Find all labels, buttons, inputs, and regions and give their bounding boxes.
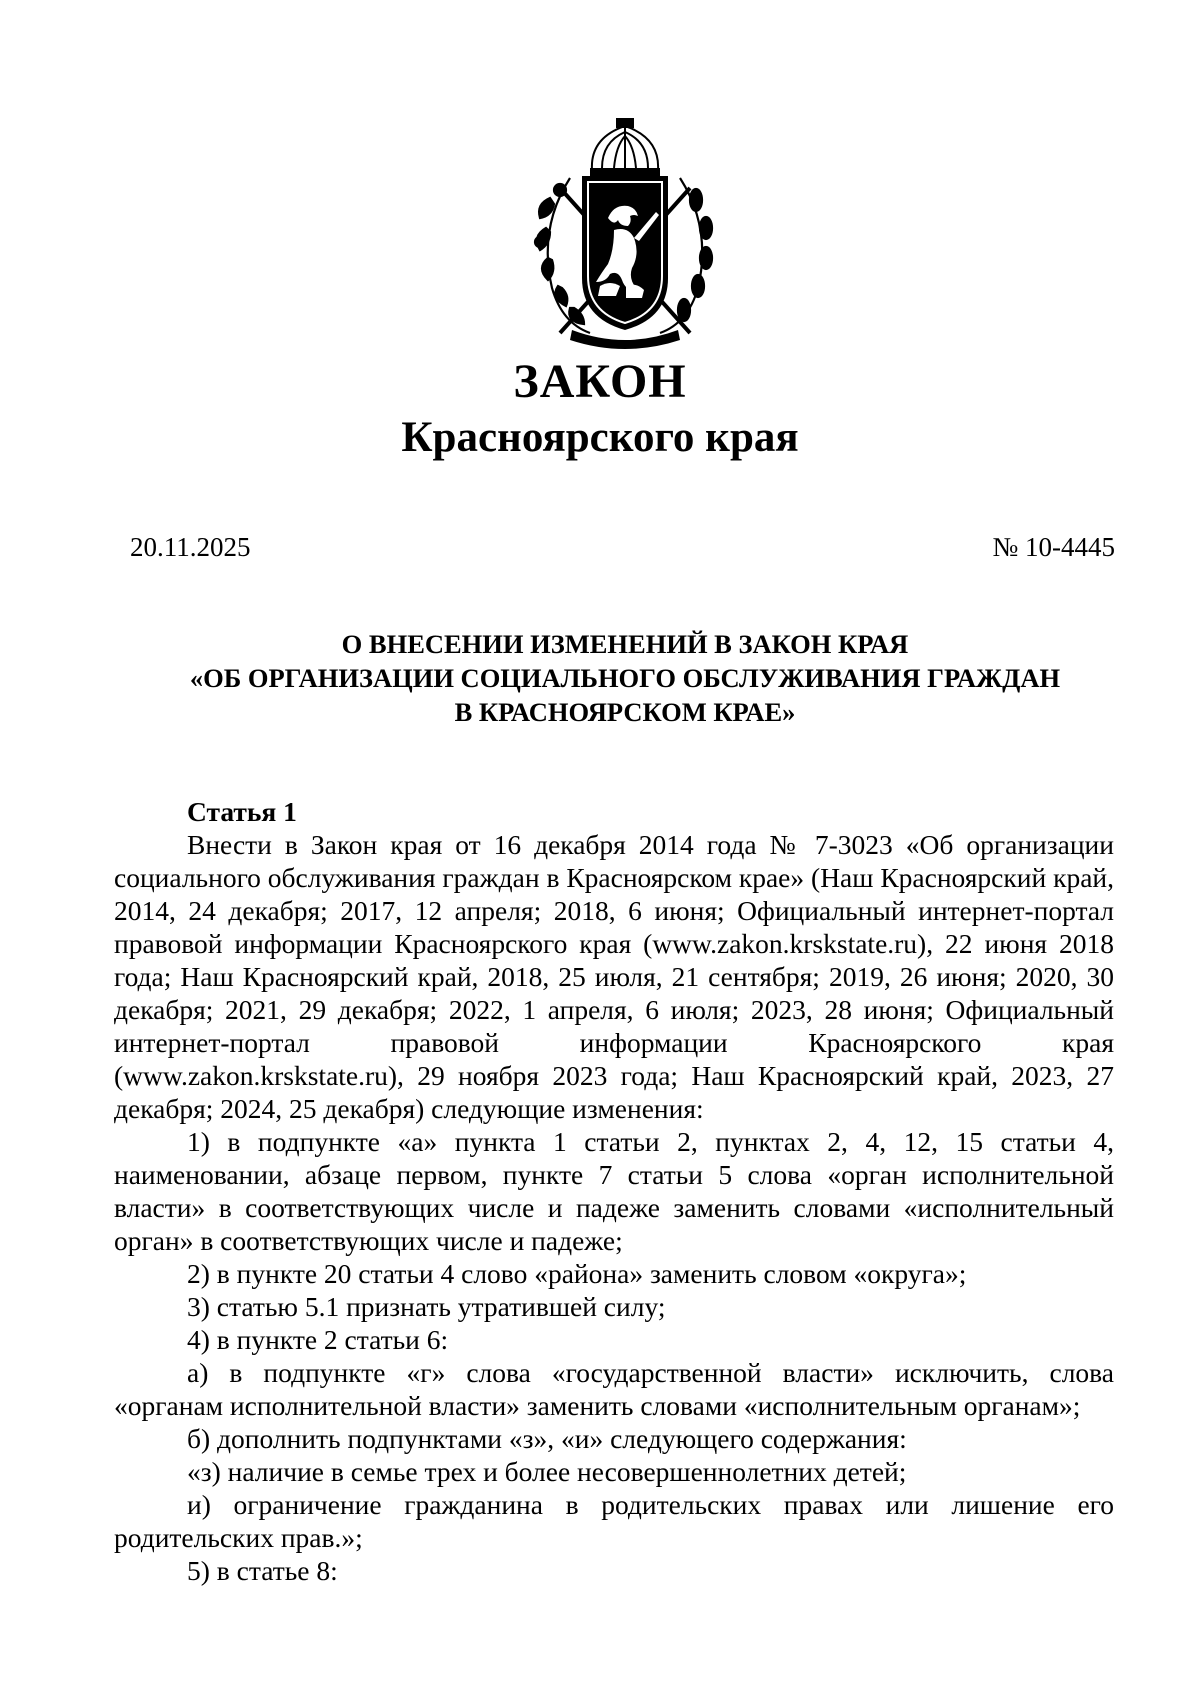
coat-of-arms-icon: [530, 118, 720, 350]
article-body: [114, 795, 1114, 1587]
article-paragraph: 1) в подпункте «а» пункта 1 статьи 2, пунктах 2, 4, 12, 15 статьи 4, наименовании, абзаце первом, пункте 7 статьи 5 слова «орган исполнительной власти» в соответствующих числе и падеже заменить словами «исполнительный орган» в соответствующих числе и падеже;: [114, 1126, 1114, 1256]
document-subtitle: Красноярского края: [401, 414, 799, 461]
document-title: ЗАКОН: [513, 355, 687, 408]
article-paragraph: б) дополнить подпунктами «з», «и» следующего содержания:: [187, 1423, 907, 1454]
article-paragraph: а) в подпункте «г» слова «государственной власти» исключить, слова «органам исполнительной власти» заменить словами «исполнительным органам»;: [114, 1357, 1114, 1421]
article-paragraph: 3) статью 5.1 признать утратившей силу;: [187, 1291, 666, 1322]
law-heading: [110, 627, 1140, 729]
article-paragraph: «з) наличие в семье трех и более несовершеннолетних детей;: [187, 1456, 907, 1487]
law-heading-line: В КРАСНОЯРСКОМ КРАЕ»: [454, 697, 796, 727]
law-heading-line: О ВНЕСЕНИИ ИЗМЕНЕНИЙ В ЗАКОН КРАЯ: [341, 629, 909, 659]
law-heading-line: «ОБ ОРГАНИЗАЦИИ СОЦИАЛЬНОГО ОБСЛУЖИВАНИЯ ГРАЖДАН: [189, 663, 1061, 693]
article-paragraph: 5) в статье 8:: [187, 1555, 338, 1586]
article-title: Статья 1: [187, 796, 297, 827]
article-paragraph: 4) в пункте 2 статьи 6:: [187, 1324, 449, 1355]
article-paragraph: Внести в Закон края от 16 декабря 2014 года № 7-3023 «Об организации социального обслуживания граждан в Красноярском крае» (Наш Красноярский край, 2014, 24 декабря; 2017, 12 апреля; 2018, 6 июня; Официальный интернет-портал правовой информации Красноярского края (www.zakon.krskstate.ru), 22 июня 2018 года; Наш Красноярский край, 2018, 25 июля, 21 сентября; 2019, 26 июня; 2020, 30 декабря; 2021, 29 декабря; 2022, 1 апреля, 6 июля; 2023, 28 июня; Официальный интернет-портал правовой информации Красноярского края (www.zakon.krskstate.ru), 29 ноября 2023 года; Наш Красноярский край, 2023, 27 декабря; 2024, 25 декабря) следующие изменения:: [114, 829, 1114, 1124]
article-paragraph: 2) в пункте 20 статьи 4 слово «района» заменить словом «округа»;: [187, 1258, 967, 1289]
article-paragraph: и) ограничение гражданина в родительских правах или лишение его родительских прав.»;: [114, 1489, 1114, 1553]
document-number: № 10-4445: [992, 532, 1115, 562]
document-date: 20.11.2025: [130, 532, 251, 562]
